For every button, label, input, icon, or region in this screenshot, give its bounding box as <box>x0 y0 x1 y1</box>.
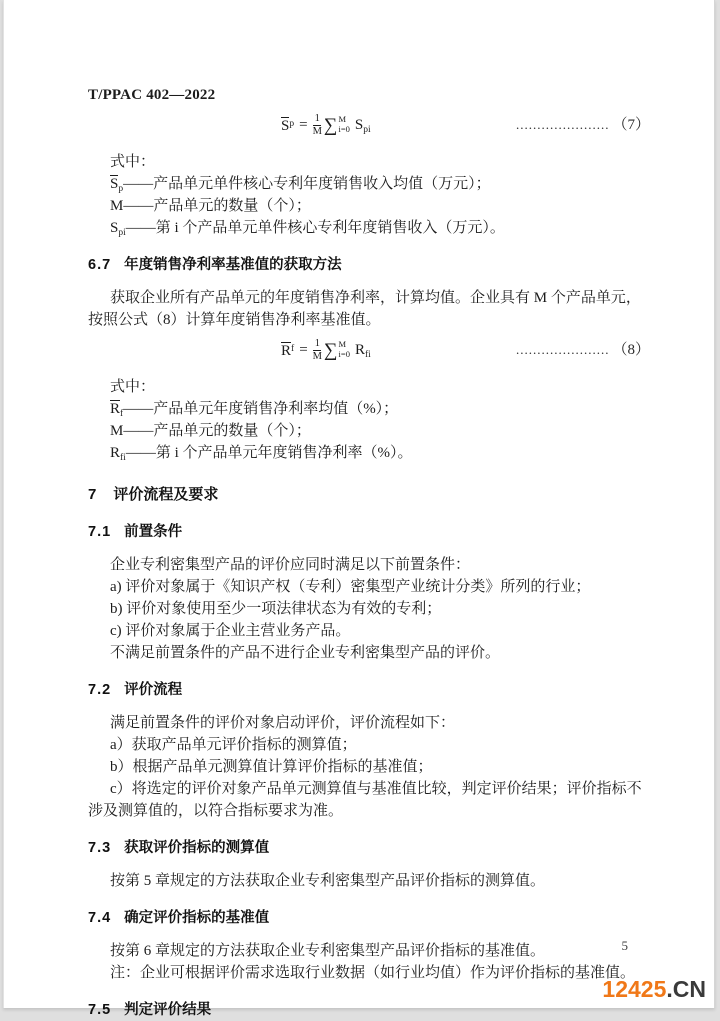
where-clause: 式中： <box>110 154 156 170</box>
formula-7-reference <box>516 114 650 136</box>
section-heading-7-1: 7.1 前置条件 <box>88 524 183 540</box>
mean-symbol: S <box>110 176 119 192</box>
note-paragraph: 注：企业可根据评价需求选取行业数据（如行业均值）作为评价指标的基准值。 <box>110 965 636 981</box>
formula-number: （7） <box>612 117 650 133</box>
summand: $S_{pi}$ <box>354 117 371 135</box>
section-heading-6-7: 6.7 年度销售净利率基准值的获取方法 <box>88 257 342 273</box>
formula-7 <box>88 108 650 142</box>
list-item: c）将选定的评价对象产品单元测算值与基准值比较，判定评价结果；评价指标不涉及测算值的，以符合指标要求为准。 <box>88 781 642 819</box>
watermark-logo <box>602 976 706 1003</box>
paragraph: 按第 5 章规定的方法获取企业专利密集型产品评价指标的测算值。 <box>110 873 546 889</box>
document-page <box>3 0 715 1018</box>
sigma-limits: M i=0 <box>338 339 350 359</box>
dot-leader: ...................... <box>515 117 610 132</box>
paragraph: 按第 6 章规定的方法获取企业专利密集型产品评价指标的基准值。 <box>110 943 546 959</box>
page-number: 5 <box>621 938 628 953</box>
dot-leader: ...................... <box>515 342 610 357</box>
equals-sign: = <box>299 342 308 358</box>
mean-symbol: S <box>281 117 290 134</box>
section-heading-7-4: 7.4 确定评价指标的基准值 <box>88 910 270 926</box>
paragraph: 不满足前置条件的产品不进行企业专利密集型产品的评价。 <box>110 645 501 661</box>
section-heading-7-2: 7.2 评价流程 <box>88 682 183 698</box>
paragraph: 满足前置条件的评价对象启动评价，评价流程如下： <box>110 715 456 731</box>
formula-8-expression <box>281 338 371 362</box>
symbol-definition: M——产品单元的数量（个）； <box>110 423 311 439</box>
symbol-definition: $S_p——$产品单元单件核心专利年度销售收入均值（万元）； <box>110 176 491 194</box>
section-heading-7-5: 7.5 判定评价结果 <box>88 1002 212 1018</box>
formula-7-expression <box>281 113 371 137</box>
formula-8-reference <box>516 339 650 361</box>
section-heading-7-3: 7.3 获取评价指标的测算值 <box>88 840 270 856</box>
subscript: f <box>291 344 295 355</box>
formula-8 <box>88 333 650 367</box>
sigma-symbol: ∑ <box>324 339 338 361</box>
list-item: c) 评价对象属于企业主营业务产品。 <box>110 623 351 639</box>
symbol-definition: $R_{fi}——$第 i 个产品单元年度销售净利率（%）。 <box>110 445 413 463</box>
symbol-definition: $S_{pi}——$第 i 个产品单元单件核心专利年度销售收入（万元）。 <box>110 220 505 238</box>
symbol-definition: $R_f——$产品单元年度销售净利率均值（%）； <box>110 401 399 419</box>
watermark-number: 12425 <box>602 976 667 1002</box>
sigma-limits: M i=0 <box>338 114 350 134</box>
list-item: a）获取产品单元评价指标的测算值； <box>110 737 357 753</box>
mean-symbol: R <box>110 401 121 417</box>
subscript: p <box>289 119 295 130</box>
summand: $R_{fi}$ <box>354 342 371 360</box>
paragraph: 企业专利密集型产品的评价应同时满足以下前置条件： <box>110 557 471 573</box>
page-content <box>4 0 714 1018</box>
mean-symbol: R <box>281 342 292 359</box>
watermark-domain-suffix: .CN <box>666 976 706 1002</box>
chapter-heading-7: 7 评价流程及要求 <box>88 486 219 503</box>
paragraph: 获取企业所有产品单元的年度销售净利率，计算均值。企业具有 M 个产品单元，按照公式（8）计算年度销售净利率基准值。 <box>88 290 641 328</box>
where-clause: 式中： <box>110 379 156 395</box>
sigma-symbol: ∑ <box>323 114 338 136</box>
symbol-definition: M——产品单元的数量（个）； <box>110 198 311 214</box>
fraction: $\frac{1}{M}$ <box>312 337 322 362</box>
formula-number: （8） <box>612 342 650 358</box>
list-item: b）根据产品单元测算值计算评价指标的基准值； <box>110 759 433 775</box>
standard-number-header: T/PPAC 402—2022 <box>88 87 216 103</box>
equals-sign: = <box>299 117 308 133</box>
list-item: a) 评价对象属于《知识产权（专利）密集型产业统计分类》所列的行业； <box>110 579 591 595</box>
list-item: b) 评价对象使用至少一项法律状态为有效的专利； <box>110 601 442 617</box>
fraction: $\frac{1}{M}$ <box>312 112 322 137</box>
